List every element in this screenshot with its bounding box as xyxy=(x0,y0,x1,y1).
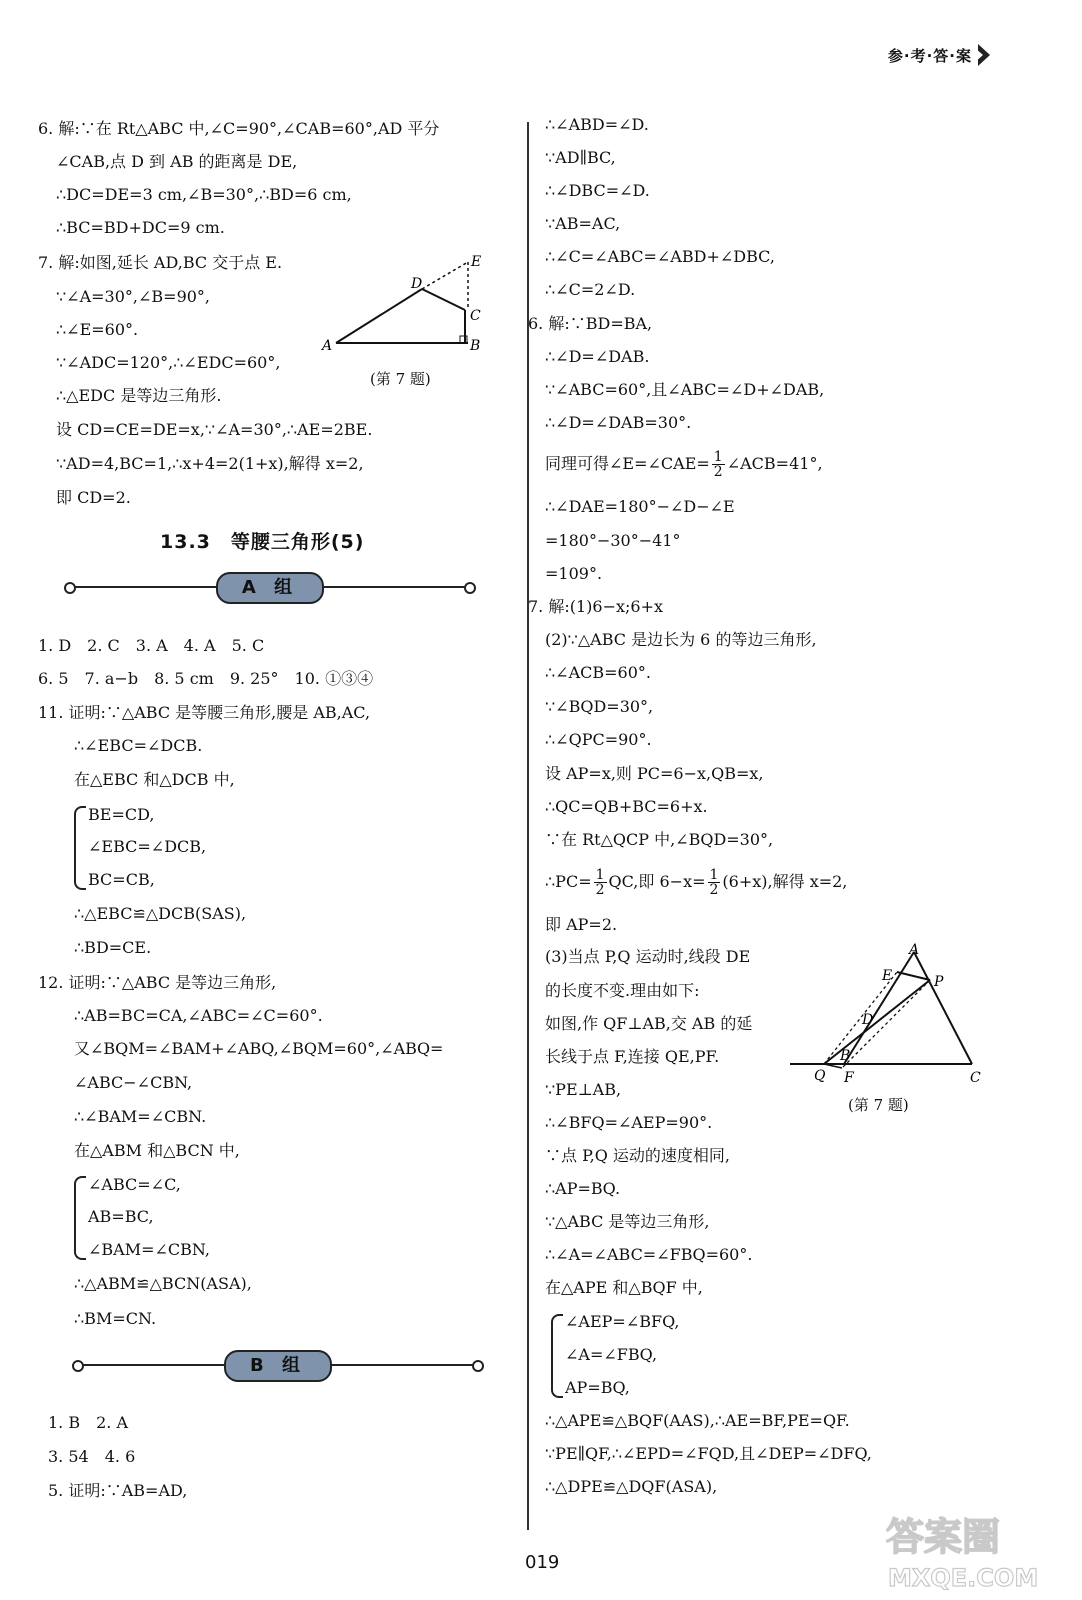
group-b-label: B 组 xyxy=(224,1350,332,1382)
text-line: ∴DC=DE=3 cm,∠B=30°,∴BD=6 cm, xyxy=(56,185,352,204)
text-line: ∵PE⊥AB, xyxy=(545,1080,622,1099)
text-line: (3)当点 P,Q 运动时,线段 DE xyxy=(545,947,751,966)
text-line: 7. 解:(1)6−x;6+x xyxy=(528,597,664,616)
label-C: C xyxy=(970,1070,981,1086)
text-line: ∠BAM=∠CBN, xyxy=(88,1240,210,1259)
text-line: (2)∵△ABC 是边长为 6 的等边三角形, xyxy=(545,630,817,649)
text-line: ∵△ABC 是等边三角形, xyxy=(545,1212,710,1231)
text-line: 在△ABM 和△BCN 中, xyxy=(74,1141,240,1160)
fraction-numerator: 1 xyxy=(595,867,605,883)
text-line: ∴∠D=∠DAB. xyxy=(545,347,650,366)
text-line: ∴∠EBC=∠DCB. xyxy=(74,736,203,755)
text-line: 即 AP=2. xyxy=(545,915,618,934)
text-line: 6. 解:∵在 Rt△ABC 中,∠C=90°,∠CAB=60°,AD 平分 xyxy=(38,119,440,138)
text-line: ∠EBC=∠DCB, xyxy=(88,837,207,856)
text-line: ∴∠C=∠ABC=∠ABD+∠DBC, xyxy=(545,247,775,266)
text-line: 12. 证明:∵△ABC 是等边三角形, xyxy=(38,973,277,992)
text-line: ∵AD∥BC, xyxy=(545,148,616,167)
fraction xyxy=(594,868,607,897)
text-line: 6. 5 7. a−b 8. 5 cm 9. 25° 10. ①③④ xyxy=(38,669,374,688)
text-line: ∵点 P,Q 运动的速度相同, xyxy=(545,1146,730,1165)
text-line: ∵在 Rt△QCP 中,∠BQD=30°, xyxy=(545,830,774,849)
text-line: 1. B 2. A xyxy=(48,1413,129,1432)
text-line: 6. 解:∵BD=BA, xyxy=(528,314,653,333)
text-line: ∠A=∠FBQ, xyxy=(565,1345,658,1364)
text-line: ∴∠A=∠ABC=∠FBQ=60°. xyxy=(545,1245,753,1264)
text-line: 设 CD=CE=DE=x,∵∠A=30°,∴AE=2BE. xyxy=(56,420,373,439)
text-line: ∴△APE≌△BQF(AAS),∴AE=BF,PE=QF. xyxy=(545,1411,850,1430)
watermark-text: 答案圈 xyxy=(886,1515,1001,1559)
text-line: ∴∠QPC=90°. xyxy=(545,730,652,749)
group-b-banner xyxy=(72,1350,484,1380)
text-line: ∴△ABM≌△BCN(ASA), xyxy=(74,1274,252,1293)
brace xyxy=(74,806,86,890)
fraction-denominator: 2 xyxy=(713,464,723,480)
text-line: ∵PE∥QF,∴∠EPD=∠FQD,且∠DEP=∠DFQ, xyxy=(545,1444,872,1463)
text-line: 在△APE 和△BQF 中, xyxy=(545,1278,703,1297)
text-span: ∴PC= xyxy=(545,872,592,891)
header-tag-text: 参·考·答·案 xyxy=(887,46,972,65)
text-line: ∴∠BAM=∠CBN. xyxy=(74,1107,207,1126)
text-line: ∴∠D=∠DAB=30°. xyxy=(545,413,692,432)
text-line: ∴∠ABD=∠D. xyxy=(545,115,649,134)
figure-caption: (第 7 题) xyxy=(370,370,431,388)
label-A: A xyxy=(322,338,333,354)
text-line: ∴∠C=2∠D. xyxy=(545,280,636,299)
text-line: ∵∠A=30°,∠B=90°, xyxy=(56,287,211,306)
fraction-denominator: 2 xyxy=(595,882,605,898)
text-line: ∠ABC−∠CBN, xyxy=(74,1073,193,1092)
page-number: 019 xyxy=(525,1552,560,1573)
fraction-numerator: 1 xyxy=(709,867,719,883)
text-line: =180°−30°−41° xyxy=(545,531,681,550)
text-line: 又∠BQM=∠BAM+∠ABQ,∠BQM=60°,∠ABQ= xyxy=(74,1039,444,1058)
text-line: 11. 证明:∵△ABC 是等腰三角形,腰是 AB,AC, xyxy=(38,703,371,722)
text-line: ∴QC=QB+BC=6+x. xyxy=(545,797,708,816)
text-line: ∵∠ADC=120°,∴∠EDC=60°, xyxy=(56,353,281,372)
text-line: ∵AB=AC, xyxy=(545,214,621,233)
text-line: 3. 54 4. 6 xyxy=(48,1447,136,1466)
label-F: F xyxy=(844,1070,854,1086)
watermark-url: MXQE.COM xyxy=(888,1564,1039,1592)
text-line: AP=BQ, xyxy=(565,1378,630,1397)
text-span: 同理可得∠E=∠CAE= xyxy=(545,454,710,473)
text-line xyxy=(545,868,847,897)
text-line: ∠CAB,点 D 到 AB 的距离是 DE, xyxy=(56,152,298,171)
watermark-logo xyxy=(878,1506,1064,1594)
text-line: 7. 解:如图,延长 AD,BC 交于点 E. xyxy=(38,253,283,272)
text-span: QC,即 6−x= xyxy=(608,872,706,891)
text-line: ∵∠ABC=60°,且∠ABC=∠D+∠DAB, xyxy=(545,380,825,399)
text-line: ∴∠DBC=∠D. xyxy=(545,181,650,200)
text-line: ∴AB=BC=CA,∠ABC=∠C=60°. xyxy=(74,1006,323,1025)
chevron-right-icon xyxy=(978,44,990,66)
text-line: =109°. xyxy=(545,564,603,583)
label-E: E xyxy=(882,968,893,984)
text-line: ∴∠BFQ=∠AEP=90°. xyxy=(545,1113,713,1132)
label-C: C xyxy=(470,308,481,324)
text-line: AB=BC, xyxy=(88,1207,154,1226)
text-line: ∴△DPE≌△DQF(ASA), xyxy=(545,1477,718,1496)
text-line: ∴∠DAE=180°−∠D−∠E xyxy=(545,497,735,516)
header-answer-tag xyxy=(888,44,990,66)
text-line: 长线于点 F,连接 QE,PF. xyxy=(545,1047,720,1066)
text-line: ∵AD=4,BC=1,∴x+4=2(1+x),解得 x=2, xyxy=(56,454,364,473)
text-line: ∴BM=CN. xyxy=(74,1309,157,1328)
fraction-denominator: 2 xyxy=(709,882,719,898)
text-span: ∠ACB=41°, xyxy=(726,454,823,473)
text-line: 5. 证明:∵AB=AD, xyxy=(48,1481,188,1500)
brace xyxy=(551,1314,563,1398)
section-title: 13.3 等腰三角形(5) xyxy=(160,531,365,553)
group-a-banner xyxy=(64,572,476,602)
group-a-label: A 组 xyxy=(216,572,324,604)
text-line: ∴△EDC 是等边三角形. xyxy=(56,386,222,405)
text-line: ∴BC=BD+DC=9 cm. xyxy=(56,218,225,237)
text-line: ∵∠BQD=30°, xyxy=(545,697,654,716)
text-line: ∴AP=BQ. xyxy=(545,1179,621,1198)
text-line: 的长度不变.理由如下: xyxy=(545,981,700,1000)
text-line: 即 CD=2. xyxy=(56,488,131,507)
text-line: ∴∠ACB=60°. xyxy=(545,663,651,682)
text-line: ∴∠E=60°. xyxy=(56,320,139,339)
label-B: B xyxy=(470,338,481,354)
fraction xyxy=(708,868,721,897)
text-line: ∠ABC=∠C, xyxy=(88,1175,181,1194)
fraction-numerator: 1 xyxy=(713,449,723,465)
text-line: BC=CB, xyxy=(88,870,155,889)
text-line: ∴BD=CE. xyxy=(74,938,152,957)
text-line: BE=CD, xyxy=(88,805,155,824)
brace xyxy=(74,1176,86,1260)
figure-problem-7-right xyxy=(782,942,992,1092)
figure-caption: (第 7 题) xyxy=(848,1096,909,1114)
label-E: E xyxy=(471,254,482,270)
text-line: 如图,作 QF⊥AB,交 AB 的延 xyxy=(545,1014,753,1033)
label-P: P xyxy=(934,974,944,990)
text-line: 1. D 2. C 3. A 4. A 5. C xyxy=(38,636,265,655)
fraction xyxy=(712,450,725,479)
label-D: D xyxy=(411,276,423,292)
label-B: B xyxy=(840,1048,851,1064)
label-Q: Q xyxy=(814,1068,826,1084)
text-span: (6+x),解得 x=2, xyxy=(722,872,848,891)
label-D: D xyxy=(862,1012,874,1028)
text-line xyxy=(545,450,823,479)
figure-problem-7-left xyxy=(320,248,500,358)
text-line: 在△EBC 和△DCB 中, xyxy=(74,770,235,789)
text-line: ∴△EBC≌△DCB(SAS), xyxy=(74,904,247,923)
text-line: ∠AEP=∠BFQ, xyxy=(565,1312,680,1331)
label-A: A xyxy=(909,942,920,958)
text-line: 设 AP=x,则 PC=6−x,QB=x, xyxy=(545,764,764,783)
